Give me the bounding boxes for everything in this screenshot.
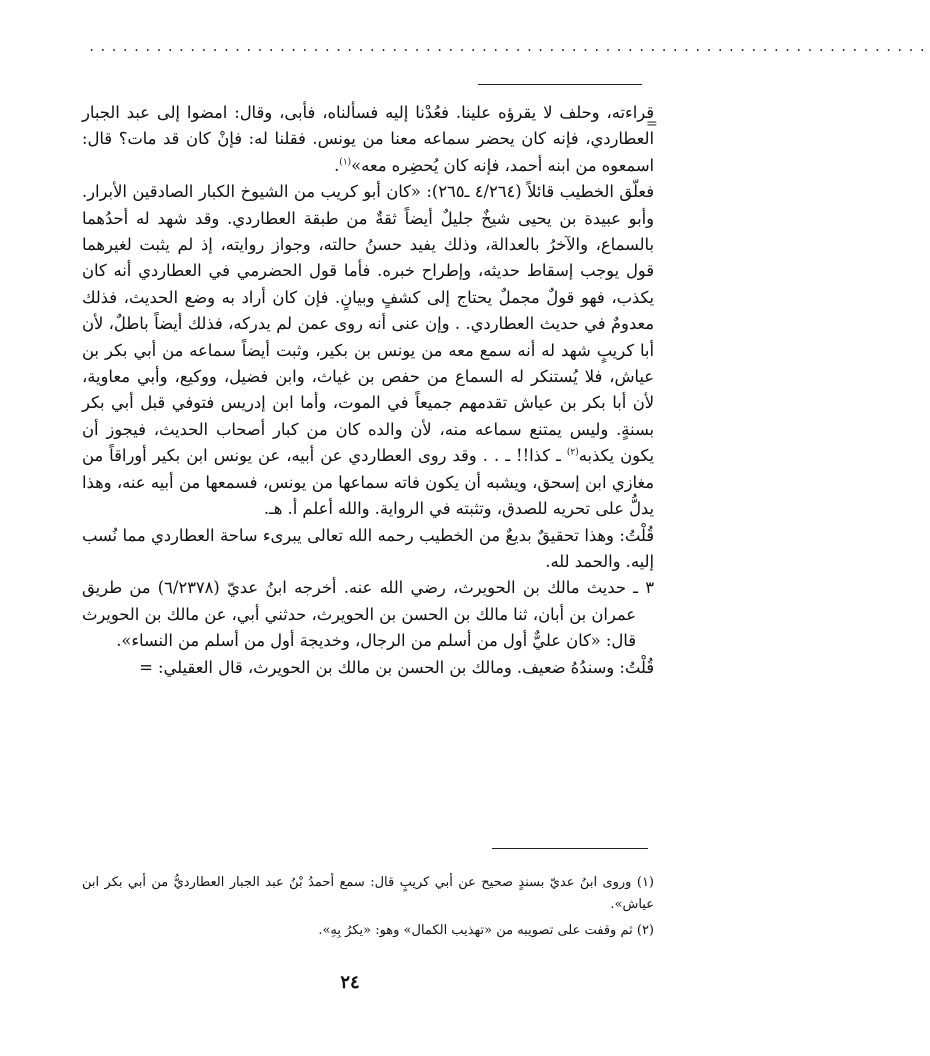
- footnote-ref-2[interactable]: (٢): [566, 447, 579, 458]
- paragraph: قراءته، وحلف لا يقرؤه علينا. فعُدْنا إليه فسألناه، فأبى، وقال: امضوا إلى عبد الجبار العطاردي، فإنه كان يحضر سماعه معنا من يونس. فقلنا له: فإنْ كان قد مات؟ قال: اسمعوه من ابنه أحمد، فإنه كان يُحضِره معه»$^{(١)}$.: [82, 103, 654, 175]
- main-text: [82, 100, 654, 681]
- header-dotted-rule: ...........................................................................: [88, 40, 930, 54]
- footnote-rule: [492, 848, 648, 849]
- paragraph: فعلّق الخطيب قائلاً (٤/٢٦٤ ـ٢٦٥): «كان أبو كريب من الشيوخ الكبار الصادقين الأبرار. وأبو عبيدة بن يحيى شيخٌ جليلٌ أيضاً ثقةٌ من طبقة العطاردي. وقد شهد له أحدُهما بالسماع، والآخرُ بالعدالة، وذلك يفيد حسنُ حالته، وجواز روايته، إذ لم يثبت لغيرهما قول يوجب إسقاط حديثه، وإطراح خبره. فأما قول الحضرمي في العطاردي أنه كان يكذب، فهو قولٌ مجملٌ يحتاج إلى كشفٍ وبيانٍ. فإن كان أراد به وضع الحديث، فذلك معدومٌ في حديث العطاردي. . وإن عنى أنه روى عمن لم يدركه، فذلك أيضاً باطلٌ، لأن أبا كريبٍ شهد له أنه سمع معه من يونس بن بكير، وثبت أيضاً سماعه من أبي بكر بن عياش، فلا يُستنكر له السماع من حفص بن غياث، وابن فضيل، ووكيع، وأبي معاوية، لأن أبا بكر بن عياش تقدمهم جميعاً في الموت، وأما ابن إدريس فتوفي قبل أبي بكر بسنةٍ. وليس يمتنع سماعه منه، لأن والده كان من كبار أصحاب الحديث، فيجوز أن يكون يكذبه$^{(٢)}$ ـ كذا!! ـ . . وقد روى العطاردي عن أبيه، عن يونس ابن بكير أوراقاً من مغازي ابن إسحق، ويشبه أن يكون فاته سماعها من يونس، فسمعها من أبيه عنه، وهذا يدلُّ على تحريه للصدق، وتثبته في الرواية. والله أعلم أ. هـ.: [82, 182, 655, 519]
- page-number: ٢٤: [340, 972, 360, 993]
- footnote-2: (٢) ثم وقفت على تصويبه من «تهذيب الكمال» وهو: «يكرُ بِهِ».: [318, 923, 654, 938]
- paragraph-item-3: ٣ ـ حديث مالك بن الحويرث، رضي الله عنه. أخرجه ابنُ عديّ (٦/٢٣٧٨) من طريق عمران بن أبان، ثنا مالك بن الحسن بن الحويرث، حدثني أبي، عن مالك بن الحويرث قال: «كان عليٌّ أول من أسلم من الرجال، وخديجة أول من أسلم من النساء».: [82, 578, 655, 651]
- margin-mark: =: [646, 116, 658, 132]
- footnote-ref-1[interactable]: (١): [339, 157, 352, 168]
- footnote-1: (١) وروى ابنُ عديّ بسندٍ صحيح عن أبي كريبٍ قال: سمع أحمدُ بْنُ عبد الجبار العطارديُّ من أبي بكر ابن عياش».: [82, 875, 654, 912]
- paragraph: قُلْتُ: وهذا تحقيقٌ بديعٌ من الخطيب رحمه الله تعالى يبرىء ساحة العطاردي مما نُسب إليه. والحمد لله.: [82, 525, 654, 571]
- footnotes: [82, 872, 654, 946]
- paragraph: قُلْتُ: وسندُهُ ضعيف. ومالك بن الحسن بن مالك بن الحويرث، قال العقيلي: =: [139, 657, 654, 677]
- header-rule: [478, 84, 642, 85]
